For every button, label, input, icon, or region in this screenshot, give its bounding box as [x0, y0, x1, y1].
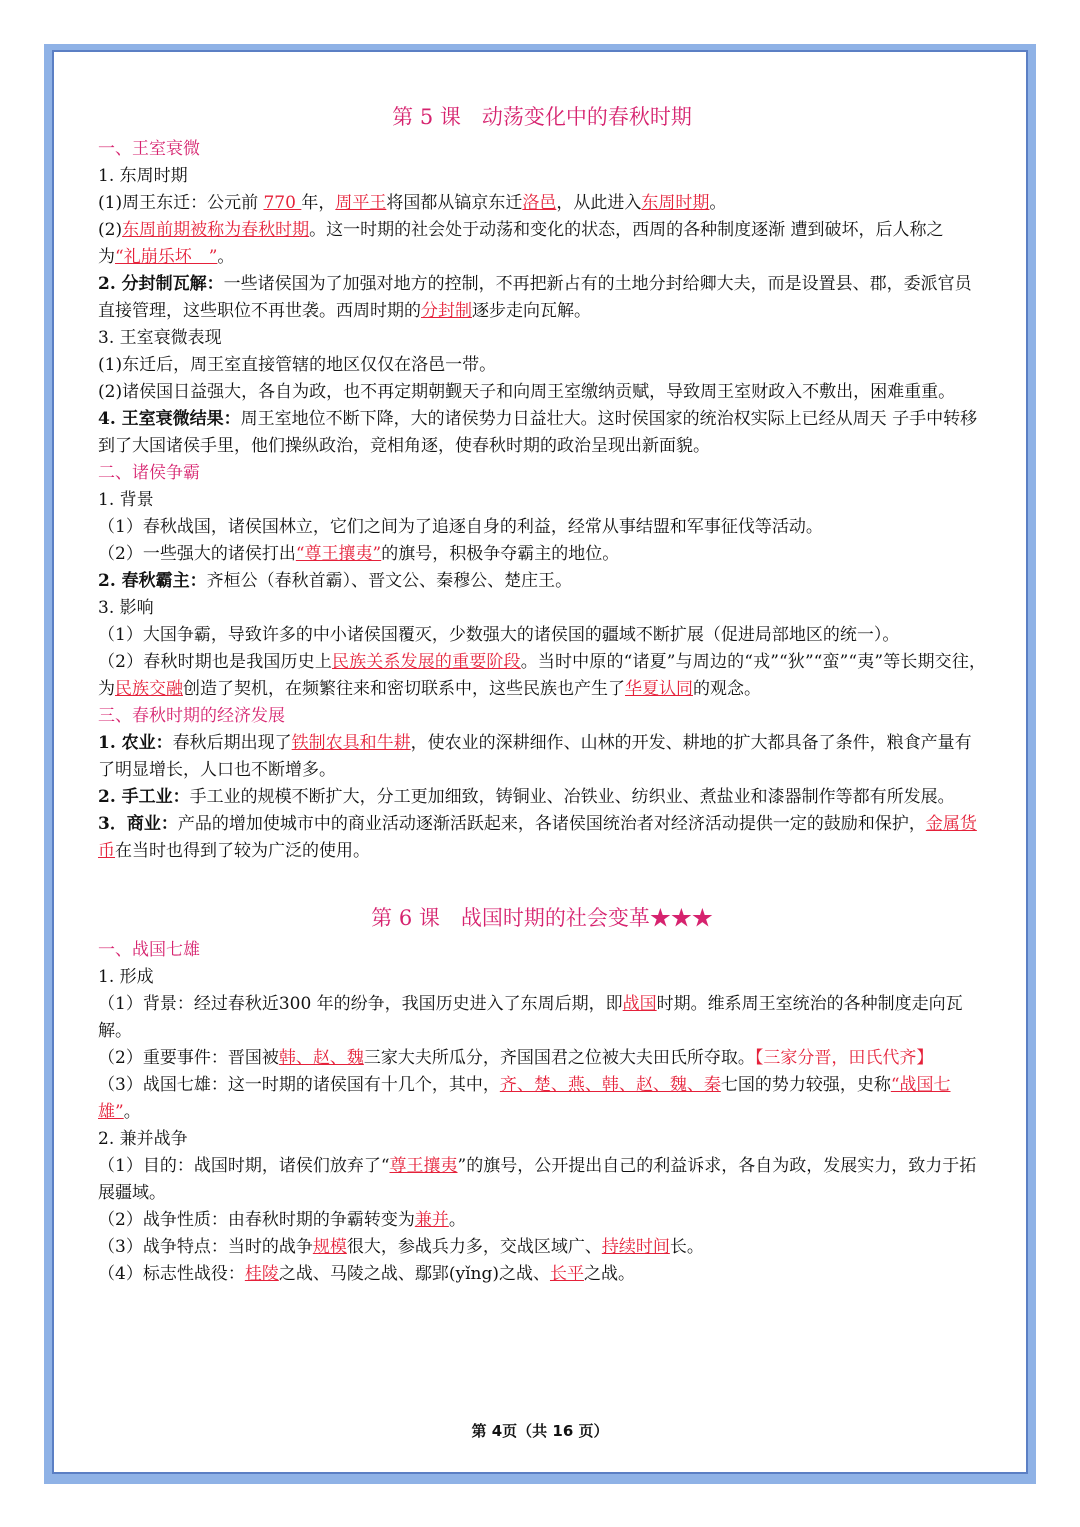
text: 。这一时期的社会处于动荡和变化的状态，西周的各种制度逐渐 遭到破坏，后人称之为 [98, 220, 944, 267]
subheading: 3. 影响 [98, 598, 154, 618]
text: （3）战争特点：当时的战争 [98, 1237, 313, 1257]
subheading: 3. 王室衰微表现 [98, 328, 222, 348]
star-icon: ★★★ [649, 906, 713, 930]
text: 时期。维系周王室统治的各种制度走向瓦解。 [98, 994, 963, 1041]
section-heading: 二、诸侯争霸 [98, 463, 200, 483]
paragraph [98, 649, 986, 703]
paragraph [98, 811, 986, 865]
text: 手工业的规模不断扩大，分工更加细致，铸铜业、冶铁业、纺织业、煮盐业和漆器制作等都有所发展。 [189, 787, 955, 807]
text: ，从此进入 [556, 193, 642, 213]
keyword: 规模 [312, 1237, 347, 1257]
keyword: 金属货币 [98, 814, 977, 861]
highlight-note: 【三家分晋，田氏代齐】 [754, 1048, 934, 1068]
text: 齐桓公（春秋首霸）、晋文公、秦穆公、楚庄王。 [206, 571, 573, 591]
paragraph [98, 1234, 986, 1261]
lesson-6-title [98, 899, 986, 937]
text: ”的旗号，公开提出自己的利益诉求，各自为政，发展实力，致力于拓展疆域。 [98, 1156, 977, 1203]
keyword: 桂陵 [244, 1264, 279, 1284]
text: 长。 [669, 1237, 704, 1257]
text: （2）春秋时期也是我国历史上 [98, 652, 332, 672]
lesson-5-title-text: 第 5 课 动荡变化中的春秋时期 [392, 105, 692, 129]
keyword: “战国七雄” [98, 1075, 951, 1122]
text: 的观念。 [693, 679, 761, 699]
keyword: 尊王攘夷 [389, 1156, 458, 1176]
keyword: “礼崩乐坏 ” [115, 247, 218, 267]
keyword: 周平王 [335, 193, 387, 213]
keyword: 洛邑 [522, 193, 557, 213]
paragraph [98, 217, 986, 271]
text: (2) [98, 220, 123, 240]
paragraph [98, 406, 986, 460]
bold-label: 2. 春秋霸主： [98, 571, 207, 591]
text: 一些诸侯国为了加强对地方的控制，不再把新占有的土地分封给卿大夫，而是设置县、郡，委派官员直接管理，这些职位不再世袭。西周时期的 [98, 274, 972, 321]
text: 之战。 [583, 1264, 635, 1284]
lesson-6-title-text: 第 6 课 战国时期的社会变革 [371, 906, 650, 930]
subheading: 1. 形成 [98, 967, 154, 987]
text: 年， [301, 193, 336, 213]
paragraph [98, 730, 986, 784]
keyword: 长平 [549, 1264, 584, 1284]
paragraph: (2)诸侯国日益强大，各自为政，也不再定期朝觐天子和向周王室缴纳贡赋，导致周王室财政入不敷出，困难重重。 [98, 382, 956, 402]
text: 春秋后期出现了 [172, 733, 292, 753]
subheading: 2. 兼并战争 [98, 1129, 188, 1149]
text: 很大，参战兵力多，交战区域广、 [346, 1237, 602, 1257]
text: （2）重要事件：晋国被 [98, 1048, 279, 1068]
keyword: 东周前期被称为春秋时期 [122, 220, 310, 240]
section-heading: 一、王室衰微 [98, 139, 200, 159]
lesson-5-title [98, 98, 986, 136]
keyword: “尊王攘夷” [295, 544, 382, 564]
text: 产品的增加使城市中的商业活动逐渐活跃起来，各诸侯国统治者对经济活动提供一定的鼓励和保护， [177, 814, 926, 834]
bold-label: 2. 分封制瓦解： [98, 274, 224, 294]
text: （3）战国七雄：这一时期的诸侯国有十几个，其中， [98, 1075, 500, 1095]
keyword: 铁制农具和牛耕 [291, 733, 411, 753]
spacer [98, 865, 986, 899]
keyword: 民族交融 [115, 679, 183, 699]
subheading: 1. 背景 [98, 490, 154, 510]
keyword: 持续时间 [601, 1237, 670, 1257]
paragraph [98, 991, 986, 1045]
text: 七国的势力较强，史称 [720, 1075, 891, 1095]
text: 。 [709, 193, 727, 213]
bold-label: 1. 农业： [98, 733, 173, 753]
keyword: 战国 [622, 994, 657, 1014]
text: 。 [448, 1210, 466, 1230]
subheading: 1. 东周时期 [98, 166, 188, 186]
bold-label: 4. 王室衰微结果： [98, 409, 241, 429]
paragraph [98, 1207, 986, 1234]
bold-label: 2. 手工业： [98, 787, 190, 807]
paragraph: (1)东迁后，周王室直接管辖的地区仅仅在洛邑一带。 [98, 355, 497, 375]
paragraph [98, 568, 986, 595]
page-footer: 第 4页（共 16 页） [471, 1422, 609, 1440]
text: （2）战争性质：由春秋时期的争霸转变为 [98, 1210, 415, 1230]
paragraph [98, 784, 986, 811]
section-heading: 三、春秋时期的经济发展 [98, 706, 285, 726]
keyword: 华夏认同 [625, 679, 693, 699]
paragraph [98, 1072, 986, 1126]
text: ，使农业的深耕细作、山林的开发、耕地的扩大都具备了条件，粮食产量有了明显增长，人口也不断增多。 [98, 733, 972, 780]
text: 。当时中原的“诸夏”与周边的“戎”“狄”“蛮”“夷”等长期交往，为 [98, 652, 986, 699]
paragraph: （1）大国争霸，导致许多的中小诸侯国覆灭，少数强大的诸侯国的疆域不断扩展（促进局部地区的统一）。 [98, 625, 900, 645]
paragraph [98, 1153, 986, 1207]
paragraph [98, 1045, 986, 1072]
text: (1)周王东迁：公元前 [98, 193, 264, 213]
text: 将国都从镐京东迁 [386, 193, 523, 213]
document-content [98, 98, 986, 1288]
paragraph [98, 271, 986, 325]
keyword: 东周时期 [641, 193, 710, 213]
text: 之战、马陵之战、鄢郢(yǐng)之战、 [278, 1264, 550, 1284]
keyword: 民族关系发展的重要阶段 [332, 652, 521, 672]
keyword: 兼并 [414, 1210, 449, 1230]
text: 的旗号，积极争夺霸主的地位。 [381, 544, 620, 564]
text: 在当时也得到了较为广泛的使用。 [115, 841, 370, 861]
text: （1）目的：战国时期，诸侯们放弃了“ [98, 1156, 390, 1176]
text: （4）标志性战役： [98, 1264, 245, 1284]
text: （2）一些强大的诸侯打出 [98, 544, 296, 564]
paragraph [98, 1261, 986, 1288]
text: 逐步走向瓦解。 [472, 301, 591, 321]
text: 周王室地位不断下降，大的诸侯势力日益壮大。这时侯国家的统治权实际上已经从周天 子手中转移到了大国诸侯手里，他们操纵政治，竞相角逐，使春秋时期的政治呈现出新面貌。 [98, 409, 978, 456]
paragraph: （1）春秋战国，诸侯国林立，它们之间为了追逐自身的利益，经常从事结盟和军事征伐等活动。 [98, 517, 823, 537]
text: 创造了契机，在频繁往来和密切联系中，这些民族也产生了 [183, 679, 625, 699]
section-heading: 一、战国七雄 [98, 940, 200, 960]
text: 三家大夫所瓜分，齐国国君之位被大夫田氏所夺取。 [363, 1048, 755, 1068]
keyword: 770 [263, 193, 302, 213]
paragraph [98, 541, 986, 568]
text: 。 [123, 1102, 141, 1122]
keyword: 齐、楚、燕、韩、赵、魏、秦 [499, 1075, 721, 1095]
text: 。 [217, 247, 235, 267]
paragraph [98, 190, 986, 217]
text: （1）背景：经过春秋近300 年的纷争，我国历史进入了东周后期，即 [98, 994, 623, 1014]
bold-label: 3．商业： [98, 814, 178, 834]
keyword: 韩、赵、魏 [278, 1048, 364, 1068]
keyword: 分封制 [421, 301, 472, 321]
